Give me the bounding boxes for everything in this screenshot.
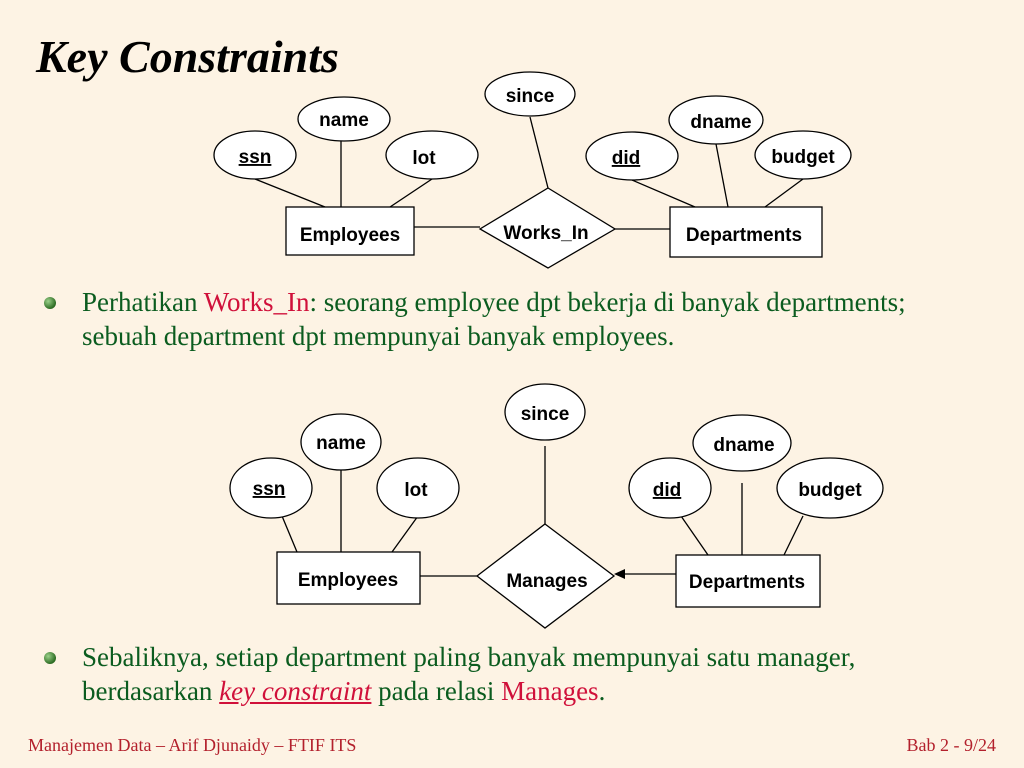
works-in-highlight: Works_In (203, 287, 310, 317)
lot-label: lot (404, 480, 428, 501)
departments-label: Departments (688, 572, 806, 593)
works-in-label: Works_In (503, 223, 589, 244)
name-label: name (319, 110, 369, 131)
bullet-dot-icon (44, 297, 56, 309)
name-label: name (316, 433, 366, 454)
slide-title: Key Constraints (36, 31, 339, 82)
dname-label: dname (690, 112, 752, 133)
budget-label: budget (771, 147, 835, 168)
footer-author: Manajemen Data – Arif Djunaidy – FTIF ITS (28, 735, 357, 755)
manages-label: Manages (506, 571, 588, 592)
ssn-key-label: ssn (238, 147, 272, 168)
departments-label: Departments (685, 225, 803, 246)
manages-highlight: Manages (501, 676, 599, 706)
bullet-dot-icon (44, 652, 56, 664)
employees-label: Employees (299, 225, 401, 246)
employees-label: Employees (297, 570, 399, 591)
bullet-text: Perhatikan Works_In: seorang employee dpt bekerja di banyak departments; sebuah department dpt mempunyai banyak employees. (82, 287, 906, 351)
bullet-text: Sebaliknya, setiap department paling banyak mempunyai satu manager, berdasarkan key constraint pada relasi Manages. (82, 642, 856, 706)
since-label: since (505, 86, 555, 107)
lot-label: lot (412, 148, 436, 169)
key-constraint-link[interactable]: key constraint (219, 676, 372, 706)
dname-label: dname (713, 435, 775, 456)
did-key-label: did (611, 148, 641, 169)
did-key-label: did (652, 480, 682, 501)
since-label: since (520, 404, 570, 425)
ssn-key-label: ssn (252, 479, 286, 500)
footer-page-number: Bab 2 - 9/24 (906, 735, 996, 755)
key-constraint-arrowhead (614, 569, 625, 579)
budget-label: budget (798, 480, 862, 501)
